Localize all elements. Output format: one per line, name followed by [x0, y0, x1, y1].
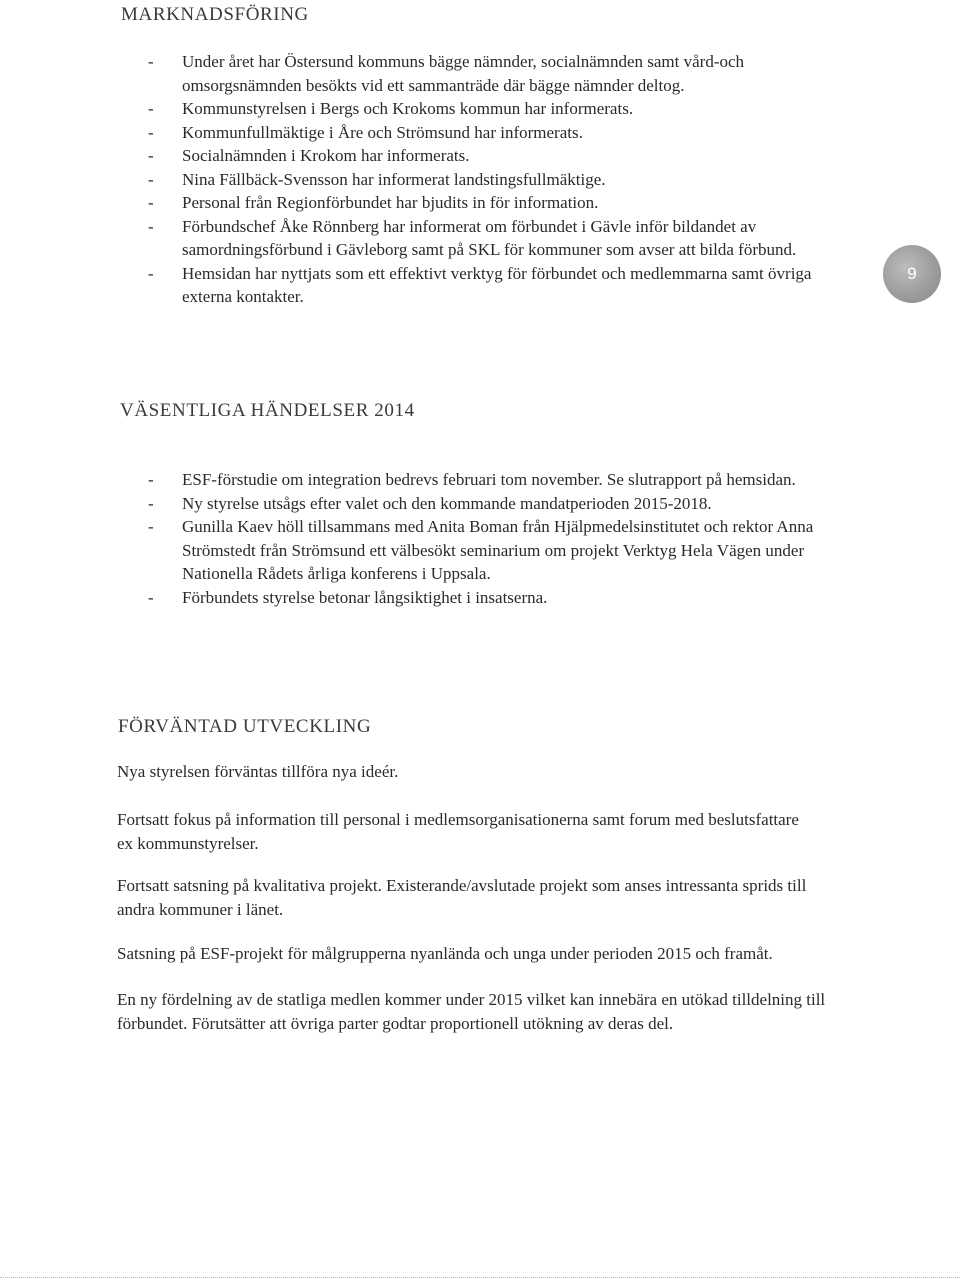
list-item	[148, 97, 838, 121]
list-item	[148, 168, 838, 192]
list-dash: -	[148, 193, 154, 212]
marknadsforing-list	[148, 50, 838, 309]
list-item-text: Hemsidan har nyttjats som ett effektivt verktyg för förbundet och medlemmarna samt övriga externa kontakter.	[182, 263, 812, 306]
list-item	[148, 468, 848, 492]
list-item-text: Kommunstyrelsen i Bergs och Krokoms kommun har informerats.	[182, 99, 634, 118]
paragraph: En ny fördelning av de statliga medlen kommer under 2015 vilket kan innebära en utökad tilldelning till förbundet. Förutsätter att övriga parter godtar proportionell utökning av deras del.	[117, 990, 826, 1033]
paragraph: Nya styrelsen förväntas tillföra nya ideér.	[117, 762, 399, 781]
list-item-text: Personal från Regionförbundet har bjudits in för information.	[182, 193, 599, 212]
paragraph: Fortsatt satsning på kvalitativa projekt. Existerande/avslutade projekt som anses intressanta sprids till andra kommuner i länet.	[117, 876, 807, 919]
list-dash: -	[148, 169, 154, 189]
list-item-text: Förbundets styrelse betonar långsiktighet i insatserna.	[182, 587, 548, 607]
vasentliga-list	[148, 468, 848, 609]
heading-forvantad-utveckling: FÖRVÄNTAD UTVECKLING	[118, 716, 372, 737]
page-number-badge: 9	[883, 245, 941, 303]
list-item	[148, 262, 838, 309]
list-item-text: Förbundschef Åke Rönnberg har informerat om förbundet i Gävle inför bildandet av samordningsförbund i Gävleborg samt på SKL för kommuner som avser att bilda förbund.	[182, 216, 797, 259]
list-item-text: Under året har Östersund kommuns bägge nämnder, socialnämnden samt vård-och omsorgsnämnden besökts vid ett sammanträde där bägge nämnder deltog.	[182, 52, 745, 95]
list-item	[148, 50, 838, 97]
list-dash: -	[148, 470, 154, 489]
list-dash: -	[148, 587, 154, 607]
list-dash: -	[148, 52, 154, 71]
list-item-text: ESF-förstudie om integration bedrevs februari tom november. Se slutrapport på hemsidan.	[182, 470, 796, 489]
list-item	[148, 492, 848, 516]
list-dash: -	[148, 263, 154, 283]
list-item-text: Socialnämnden i Krokom har informerats.	[182, 146, 470, 165]
list-item	[148, 586, 848, 610]
list-dash: -	[148, 122, 154, 142]
heading-vasentliga-handelser: VÄSENTLIGA HÄNDELSER 2014	[120, 400, 415, 421]
list-item-text: Ny styrelse utsågs efter valet och den kommande mandatperioden 2015-2018.	[182, 493, 712, 513]
footer-divider	[0, 1277, 960, 1278]
list-dash: -	[148, 216, 154, 236]
list-item	[148, 144, 838, 168]
list-dash: -	[148, 99, 154, 118]
paragraph: Fortsatt fokus på information till personal i medlemsorganisationerna samt forum med beslutsfattare ex kommunstyrelser.	[117, 810, 799, 853]
list-item	[148, 215, 838, 262]
heading-marknadsforing: MARKNADSFÖRING	[121, 4, 309, 25]
list-item	[148, 191, 838, 215]
list-dash: -	[148, 517, 154, 536]
list-dash: -	[148, 493, 154, 513]
list-item-text: Gunilla Kaev höll tillsammans med Anita Boman från Hjälpmedelsinstitutet och rektor Anna Strömstedt från Strömsund ett välbesökt seminarium om projekt Verktyg Hela Vägen under Nationella Rådets årliga konferens i Uppsala.	[182, 517, 814, 583]
list-dash: -	[148, 146, 154, 165]
list-item-text: Nina Fällbäck-Svensson har informerat landstingsfullmäktige.	[182, 169, 606, 189]
paragraph: Satsning på ESF-projekt för målgrupperna nyanlända och unga under perioden 2015 och framåt.	[117, 944, 773, 963]
list-item	[148, 121, 838, 145]
list-item-text: Kommunfullmäktige i Åre och Strömsund har informerats.	[182, 122, 583, 142]
list-item	[148, 515, 848, 586]
